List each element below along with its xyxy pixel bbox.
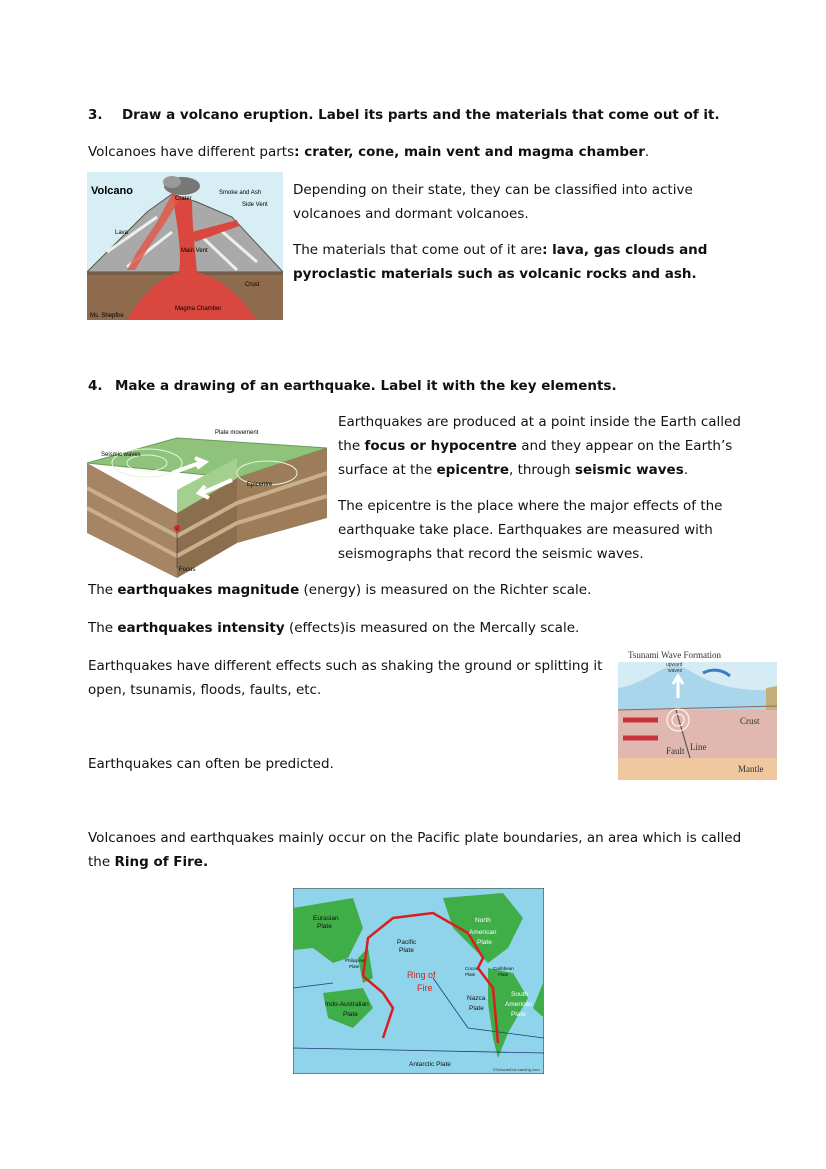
- mag-post: (energy) is measured on the Richter scale.: [299, 582, 592, 598]
- label-south-american-2: American: [505, 1001, 533, 1008]
- parts-post: .: [644, 144, 650, 160]
- label-mantle: Mantle: [738, 764, 764, 774]
- label-eurasian: Eurasian: [313, 915, 339, 922]
- label-crust: Crust: [740, 716, 760, 726]
- earthquake-focus-text: [338, 410, 748, 482]
- p1-epicentre: epicentre: [436, 462, 509, 478]
- p1-seismic: seismic waves: [574, 462, 684, 478]
- label-waves: waves: [668, 668, 683, 674]
- label-cocos-2: Plate: [465, 972, 476, 977]
- label-focus: Focus: [179, 567, 196, 573]
- label-ring-2: Fire: [417, 983, 433, 993]
- label-lava: Lava: [115, 230, 129, 236]
- label-philippine: Philippine: [345, 958, 365, 963]
- parts-pre: Volcanoes have different parts: [88, 144, 295, 160]
- label-caribbean: Caribbean: [493, 966, 514, 971]
- q4-heading-number: 4.: [88, 378, 103, 394]
- label-cocos: Cocos: [465, 966, 478, 971]
- label-seismic-waves: Seismic waves: [101, 452, 141, 458]
- label-pacific-2: Plate: [399, 947, 414, 954]
- ring-text-bold: Ring of Fire.: [114, 854, 209, 870]
- label-pacific: Pacific: [397, 939, 417, 946]
- label-smoke: Smoke and Ash: [219, 190, 262, 196]
- label-line: Line: [690, 742, 707, 752]
- label-crater: Crater: [175, 196, 192, 202]
- q3-heading-text: Draw a volcano eruption. Label its parts and the materials that come out of it.: [121, 107, 720, 123]
- q4-heading: [88, 376, 617, 396]
- label-main-vent: Main Vent: [181, 248, 208, 254]
- label-upward: upward: [666, 662, 683, 668]
- prediction-text: Earthquakes can often be predicted.: [88, 756, 334, 772]
- mag-bold: earthquakes magnitude: [117, 582, 300, 598]
- ring-text-pre: Volcanoes and earthquakes mainly occur on the Pacific plate boundaries, an area which is called the: [88, 830, 742, 870]
- label-north-american-2: American: [469, 929, 497, 936]
- label-philippine-2: Plate: [349, 964, 360, 969]
- volcano-title: Volcano: [91, 185, 133, 197]
- int-bold: earthquakes intensity: [117, 620, 285, 636]
- p1-c: and they appear on the Earth’s surface at the: [338, 438, 733, 478]
- earthquake-diagram-image: [87, 418, 327, 578]
- label-indo: Indo-Australian: [325, 1001, 369, 1008]
- q4-heading-text: Make a drawing of an earthquake. Label it with the key elements.: [114, 378, 617, 394]
- label-antarctic: Antarctic Plate: [409, 1061, 451, 1068]
- volcano-state-text: Depending on their state, they can be classified into active volcanoes and dormant volcanoes.: [293, 182, 693, 222]
- label-indo-2: Plate: [343, 1011, 358, 1018]
- effects-text: Earthquakes have different effects such as shaking the ground or splitting it open, tsunamis, floods, faults, etc.: [88, 658, 603, 698]
- ring-of-fire-map-image: [293, 888, 544, 1074]
- int-post: (effects)is measured on the Mercally scale.: [284, 620, 580, 636]
- label-north-american: North: [475, 917, 491, 924]
- label-nazca: Nazca: [467, 995, 486, 1002]
- label-crust: Crust: [245, 282, 260, 288]
- label-plate-movement: Plate movement: [215, 430, 259, 436]
- label-ring: Ring of: [407, 970, 436, 980]
- ash-cloud-2: [163, 176, 181, 188]
- label-eurasian-2: Plate: [317, 923, 332, 930]
- label-fault: Fault: [666, 746, 685, 756]
- label-north-american-3: Plate: [477, 939, 492, 946]
- tsunami-diagram-image: [618, 648, 777, 780]
- p1-a: Earthquakes are produced at a point inside the Earth called the: [338, 414, 741, 454]
- epicentre-text: The epicentre is the place where the major effects of the earthquake take place. Earthquakes are measured with seismographs that record the seismic waves.: [338, 498, 723, 562]
- tsunami-title: Tsunami Wave Formation: [628, 650, 721, 660]
- volcano-materials-text: [293, 238, 713, 286]
- volcano-parts-text: [88, 140, 738, 164]
- label-magma: Magma Chamber: [175, 306, 222, 312]
- left-block-side: [87, 463, 177, 578]
- label-epicentre: Epicentre: [247, 482, 273, 488]
- p1-g: .: [683, 462, 689, 478]
- intensity-text: [88, 616, 748, 640]
- magnitude-text: [88, 578, 748, 602]
- parts-bold: : crater, cone, main vent and magma chamber: [294, 144, 645, 160]
- q3-heading-number: 3.: [88, 107, 103, 123]
- materials-pre: The materials that come out of it are: [293, 242, 543, 258]
- volcano-diagram-image: [87, 172, 283, 320]
- materials-bold: : lava, gas clouds and pyroclastic materials such as volcanic rocks and ash.: [293, 242, 708, 282]
- q3-heading: [88, 105, 720, 125]
- image-credit: Ms. Shepfire: [90, 313, 124, 319]
- label-south-american-3: Plate: [511, 1011, 526, 1018]
- label-south-american: South: [511, 991, 528, 998]
- ring-of-fire-text: [88, 826, 748, 874]
- int-pre: The: [88, 620, 118, 636]
- label-side-vent: Side Vent: [242, 202, 268, 208]
- label-nazca-2: Plate: [469, 1005, 484, 1012]
- p1-e: , through: [508, 462, 575, 478]
- map-credit: ©SchoolsDoLearning.com: [493, 1067, 540, 1072]
- label-caribbean-2: Plate: [498, 972, 509, 977]
- mag-pre: The: [88, 582, 118, 598]
- p1-focus: focus or hypocentre: [364, 438, 517, 454]
